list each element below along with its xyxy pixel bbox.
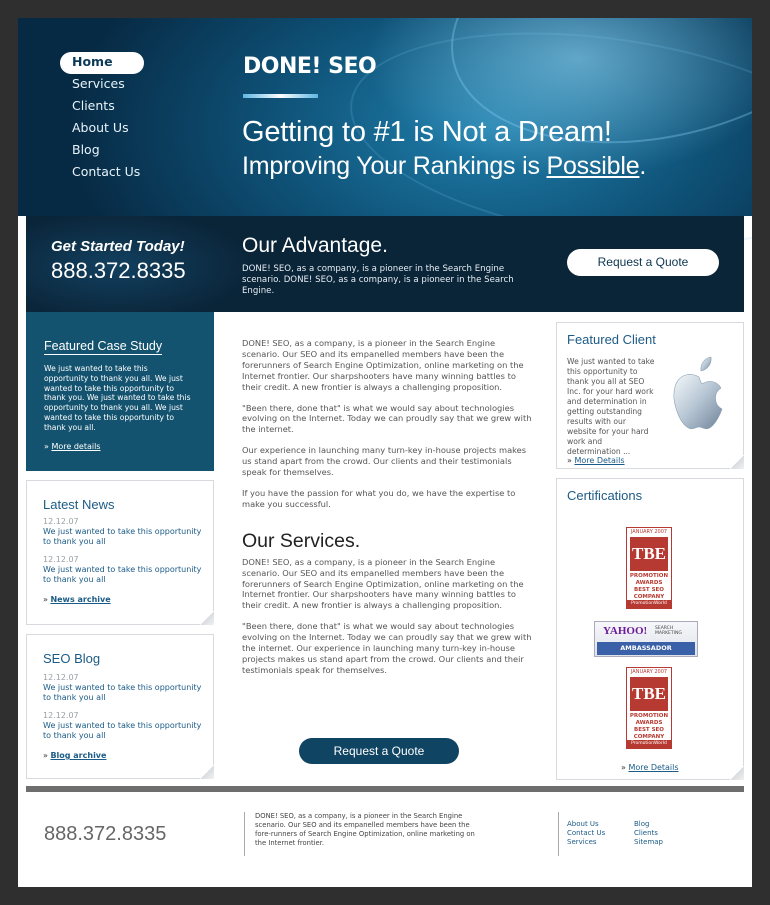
latest-news-box <box>26 480 214 625</box>
footer-link-clients[interactable]: Clients <box>634 829 658 837</box>
featured-client-text: We just wanted to take this opportunity to thank you all at SEO Inc. for your hard work and determination in getting outstanding results with our website for your hard work and determination ... <box>567 357 655 456</box>
footer-text: DONE! SEO, as a company, is a pioneer in the Search Engine scenario. Our SEO and its empanelled members have been the fore-runners of Search Engine Optimization, online marketing on the Internet frontier. <box>244 812 484 856</box>
header-phone: 888.372.8335 <box>51 258 186 283</box>
advantage-text: DONE! SEO, as a company, is a pioneer in the Search Engine scenario. DONE! SEO, as a company, is a pioneer in the Search Engine. <box>242 264 514 296</box>
nav-item-home[interactable]: Home <box>60 52 144 74</box>
nav-item-clients[interactable]: Clients <box>72 98 115 113</box>
advantage-title: Our Advantage. <box>242 234 388 257</box>
blog-link[interactable]: We just wanted to take this opportunity to thank you all <box>43 721 202 740</box>
news-date: 12.12.07 <box>43 555 79 564</box>
main-nav <box>60 52 144 184</box>
certifications-more-link[interactable]: » More Details <box>621 763 679 772</box>
hero-header <box>18 18 752 216</box>
featured-case-study <box>26 312 214 471</box>
page-curl-decoration <box>200 765 214 779</box>
footer-link-sitemap[interactable]: Sitemap <box>634 838 663 846</box>
yahoo-ambassador-badge: YAHOO! SEARCH MARKETING AMBASSADOR <box>594 621 698 657</box>
footer-link-contact-us[interactable]: Contact Us <box>567 829 606 837</box>
blog-date: 12.12.07 <box>43 711 79 720</box>
promotion-award-badge: JANUARY 2007 TBE PROMOTION AWARDS BEST SEO COMPANY PromotionWorld <box>626 527 672 609</box>
nav-item-services[interactable]: Services <box>72 76 125 91</box>
nav-item-contact-us[interactable]: Contact Us <box>72 164 141 179</box>
case-study-text: We just wanted to take this opportunity to thank you all. We just wanted to take this opportunity to thank you. We just wanted to take this opportunity to thank you all. We just wanted to take this opportunity to thank you all. <box>44 364 191 432</box>
featured-client-more-link[interactable]: » More Details <box>567 456 625 465</box>
footer-link-blog[interactable]: Blog <box>634 820 650 828</box>
footer-link-about-us[interactable]: About Us <box>567 820 599 828</box>
footer-phone: 888.372.8335 <box>44 823 167 845</box>
news-item <box>43 555 203 585</box>
certifications-box <box>556 478 744 780</box>
latest-news-title: Latest News <box>43 497 115 512</box>
page-curl-decoration <box>200 611 214 625</box>
featured-client-box <box>556 322 744 469</box>
page-curl-decoration <box>730 455 744 469</box>
hero-emphasis: Possible <box>546 152 640 180</box>
site-logo[interactable]: DONE! SEO <box>243 54 377 79</box>
logo-underline <box>243 94 318 98</box>
news-item <box>43 517 203 547</box>
services-paragraph: "Been there, done that" is what we would say about technologies evolving on the Internet. Today we can proudly say that we grew with the internet. Our experience in launching many turn-key in-house projects makes us stand apart from the crowd. Our clients and their testimonials speak for themselves. <box>242 621 532 675</box>
promotion-award-badge: JANUARY 2007 TBE PROMOTION AWARDS BEST SEO COMPANY PromotionWorld <box>626 667 672 749</box>
request-quote-button[interactable]: Request a Quote <box>567 249 719 276</box>
blog-archive-link[interactable]: » Blog archive <box>43 751 107 760</box>
nav-item-blog[interactable]: Blog <box>72 142 100 157</box>
request-quote-button-secondary[interactable]: Request a Quote <box>299 738 459 764</box>
main-paragraph: "Been there, done that" is what we would say about technologies evolving on the Internet. Today we can proudly say that we grew with the internet. <box>242 402 532 435</box>
services-paragraph: DONE! SEO, as a company, is a pioneer in the Search Engine scenario. Our SEO and its empanelled members have been the forerunners of Search Engine Optimization, online marketing on the Internet frontier. Our sharpshooters have many winning battles to their credit. A new frontier is always a challenging proposition. <box>242 556 524 611</box>
services-title: Our Services. <box>242 529 361 552</box>
featured-client-title: Featured Client <box>567 332 656 347</box>
get-started-label: Get Started Today! <box>51 238 185 255</box>
footer-divider <box>26 786 744 792</box>
advantage-band <box>26 216 744 312</box>
blog-item <box>43 673 203 703</box>
news-link[interactable]: We just wanted to take this opportunity to thank you all <box>43 565 202 584</box>
hero-headline: Getting to #1 is Not a Dream! <box>242 116 612 148</box>
seo-blog-title: SEO Blog <box>43 651 101 666</box>
nav-item-about-us[interactable]: About Us <box>72 120 129 135</box>
case-study-title: Featured Case Study <box>44 339 163 353</box>
news-link[interactable]: We just wanted to take this opportunity to thank you all <box>43 527 202 546</box>
seo-blog-box <box>26 634 214 779</box>
case-study-more-link[interactable]: » More details <box>44 442 101 451</box>
hero-subheadline: Improving Your Rankings is Possible. <box>242 152 647 180</box>
footer-link-services[interactable]: Services <box>567 838 597 846</box>
page-curl-decoration <box>730 766 744 780</box>
main-paragraph: Our experience in launching many turn-key in-house projects makes us stand apart from the crowd. Our clients and their testimonials speak for themselves. <box>242 445 527 478</box>
main-content <box>242 338 532 686</box>
certifications-title: Certifications <box>567 488 643 503</box>
blog-date: 12.12.07 <box>43 673 79 682</box>
blog-link[interactable]: We just wanted to take this opportunity to thank you all <box>43 683 202 702</box>
apple-logo-icon <box>667 353 731 433</box>
footer-links <box>558 812 708 856</box>
news-archive-link[interactable]: » News archive <box>43 595 111 604</box>
news-date: 12.12.07 <box>43 517 79 526</box>
main-paragraph: DONE! SEO, as a company, is a pioneer in the Search Engine scenario. Our SEO and its empanelled members have been the forerunners of Search Engine Optimization, online marketing on the Internet frontier. Our sharpshooters have many winning battles to their credit. A new frontier is always a challenging proposition. <box>242 338 524 392</box>
blog-item <box>43 711 203 741</box>
main-paragraph: If you have the passion for what you do, we have the expertise to make you successful. <box>242 487 516 509</box>
page <box>18 18 752 887</box>
